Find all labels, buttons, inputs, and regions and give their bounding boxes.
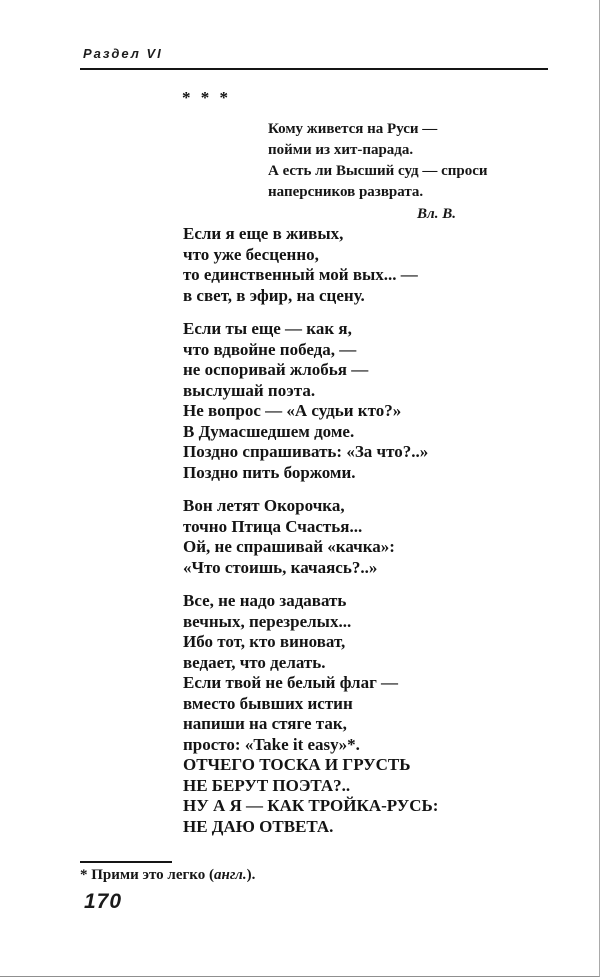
poem-line: НУ А Я — КАК ТРОЙКА-РУСЬ:: [183, 796, 439, 815]
epigraph: [268, 119, 528, 225]
poem-line: НЕ ДАЮ ОТВЕТА.: [183, 816, 334, 836]
page-number: 170: [84, 890, 123, 913]
asterisk-divider: * * *: [182, 88, 231, 107]
poem-line: «Что стоишь, качаясь?..»: [183, 557, 378, 577]
poem-line: вечных, перезрелых...: [183, 611, 352, 631]
poem-line: что вдвойне победа, —: [183, 339, 357, 359]
poem-line: Если ты еще — как я,: [183, 319, 352, 338]
poem-line: Поздно спрашивать: «За что?..»: [183, 442, 429, 461]
poem-line: Все, не надо задавать: [183, 591, 347, 610]
epigraph-line: А есть ли Высший суд — спроси: [268, 163, 488, 179]
footnote: [80, 861, 255, 884]
poem-body: [183, 224, 543, 850]
footnote-term: англ.: [214, 867, 247, 883]
poem-line: Ибо тот, кто виноват,: [183, 632, 346, 651]
footnote-marker: *: [80, 867, 88, 883]
poem-line: в свет, в эфир, на сцену.: [183, 285, 365, 305]
poem-line: НЕ БЕРУТ ПОЭТА?..: [183, 775, 351, 795]
poem-line: Если твой не белый флаг —: [183, 673, 399, 692]
poem-line: вместо бывших истин: [183, 693, 353, 713]
footnote-separator-rule: [80, 861, 172, 863]
poem-line: ведает, что делать.: [183, 652, 326, 672]
stanza-3: [183, 496, 543, 578]
section-label: Раздел VI: [83, 46, 163, 61]
stanza-4: [183, 591, 543, 837]
poem-line: что уже бесценно,: [183, 244, 319, 264]
epigraph-attribution: Вл. В.: [417, 206, 456, 222]
poem-line: Ой, не спрашивай «качка»:: [183, 537, 395, 556]
poem-line: Вон летят Окорочка,: [183, 496, 345, 515]
poem-line: точно Птица Счастья...: [183, 516, 363, 536]
poem-line: напиши на стяге так,: [183, 714, 347, 733]
poem-line: выслушай поэта.: [183, 380, 316, 400]
poem-line: Если я еще в живых,: [183, 224, 344, 243]
running-head: [80, 45, 548, 70]
poem-line: Не вопрос — «А судьи кто?»: [183, 401, 402, 420]
stanza-1: [183, 224, 543, 306]
poem-line: Поздно пить боржоми.: [183, 462, 356, 482]
poem-line: ОТЧЕГО ТОСКА И ГРУСТЬ: [183, 755, 411, 774]
footnote-lead: Прими это легко (: [87, 867, 214, 883]
poem-line: В Думасшедшем доме.: [183, 421, 355, 441]
epigraph-line: пойми из хит-парада.: [268, 142, 414, 158]
epigraph-line: Кому живется на Руси —: [268, 121, 438, 137]
stanza-2: [183, 319, 543, 483]
poem-line: не оспоривай жлобья —: [183, 360, 369, 379]
poem-line: просто: «Take it easy»*.: [183, 734, 360, 754]
footnote-text: [80, 867, 255, 884]
poem-line: то единственный мой вых... —: [183, 265, 418, 284]
footnote-tail: ).: [246, 867, 256, 883]
epigraph-line: наперсников разврата.: [268, 184, 424, 200]
